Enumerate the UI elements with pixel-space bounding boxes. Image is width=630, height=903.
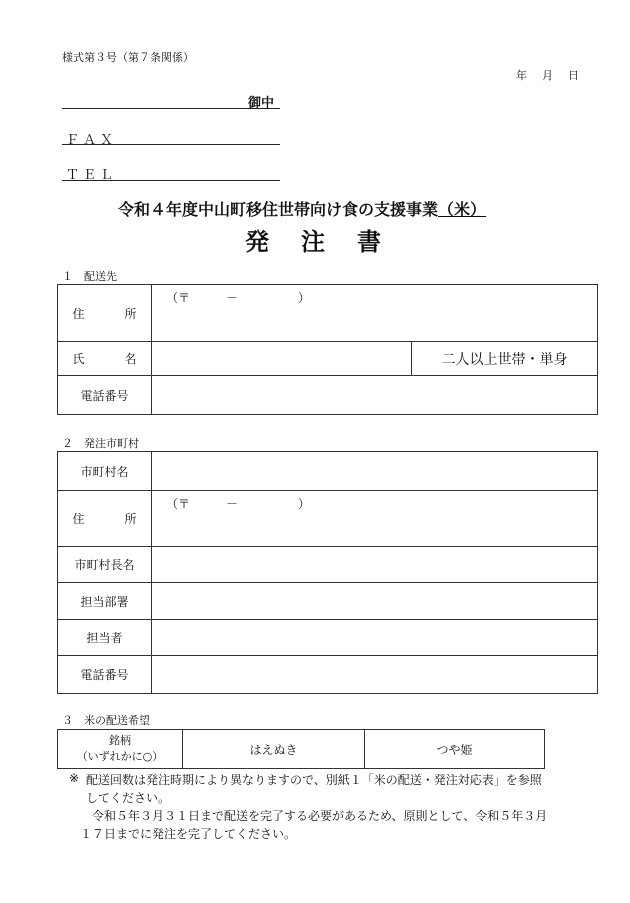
fax-label: ＦＡＸ — [66, 133, 118, 148]
name-label: 氏 名 — [58, 342, 152, 376]
municipality-table — [57, 451, 598, 694]
mayor-field[interactable] — [152, 547, 598, 583]
staff-label: 担当者 — [58, 620, 152, 656]
department-field[interactable] — [152, 583, 598, 620]
household-type-choice[interactable]: 二人以上世帯・単身 — [412, 342, 598, 376]
municipality-address-field[interactable] — [152, 491, 598, 547]
address-field[interactable] — [152, 285, 598, 342]
note2-continuation: １７日までに発注を完了してください。 — [80, 827, 297, 841]
program-name: 令和４年度中山町移住世帯向け食の支援事業 — [118, 200, 439, 219]
form-number: 様式第３号（第７条関係） — [62, 51, 194, 64]
section2-heading: ２ 発注市町村 — [62, 437, 139, 450]
date-line: 年 月 日 — [516, 69, 581, 82]
municipality-address-label: 住 所 — [58, 491, 152, 547]
municipality-phone-field[interactable] — [152, 656, 598, 694]
brand-label-line2: （いずれかに○） — [76, 750, 164, 763]
rice-preference-table — [57, 729, 545, 769]
staff-field[interactable] — [152, 620, 598, 656]
section1-heading: １ 配送先 — [62, 270, 117, 283]
tel-label: ＴＥＬ — [66, 168, 118, 183]
tel-underline — [62, 180, 280, 181]
municipality-label: 市町村名 — [58, 452, 152, 491]
brand-label — [58, 730, 183, 769]
municipality-phone-label: 電話番号 — [58, 656, 152, 694]
postal-code-placeholder: （〒 － ） — [166, 291, 311, 305]
address-label: 住 所 — [58, 285, 152, 342]
section3-heading: ３ 米の配送希望 — [62, 714, 150, 727]
phone-field[interactable] — [152, 376, 598, 415]
phone-label: 電話番号 — [58, 376, 152, 415]
document-title: 発 注 書 — [245, 228, 385, 256]
municipality-postal-placeholder: （〒 － ） — [166, 497, 311, 511]
department-label: 担当部署 — [58, 583, 152, 620]
note2-text: 令和５年３月３１日まで配送を完了する必要があるため、原則として、令和５年３月 — [92, 809, 548, 823]
note1-continuation: してください。 — [86, 791, 171, 805]
delivery-table — [57, 284, 598, 415]
note1-text: 配送回数は発注時期により異なりますので、別紙１「米の配送・発注対応表」を参照 — [86, 773, 542, 787]
program-title — [118, 197, 486, 220]
mayor-label: 市町村長名 — [58, 547, 152, 583]
municipality-field[interactable] — [152, 452, 598, 491]
recipient-suffix: 御中 — [248, 96, 275, 111]
program-item: （米） — [438, 200, 487, 219]
option-tsuyahime[interactable]: つや姫 — [365, 730, 545, 769]
brand-label-line1: 銘柄 — [109, 734, 131, 747]
option-haenuki[interactable]: はえぬき — [183, 730, 365, 769]
name-field[interactable] — [152, 342, 412, 376]
note1-mark: ※ — [69, 771, 80, 785]
fax-underline — [62, 144, 280, 145]
